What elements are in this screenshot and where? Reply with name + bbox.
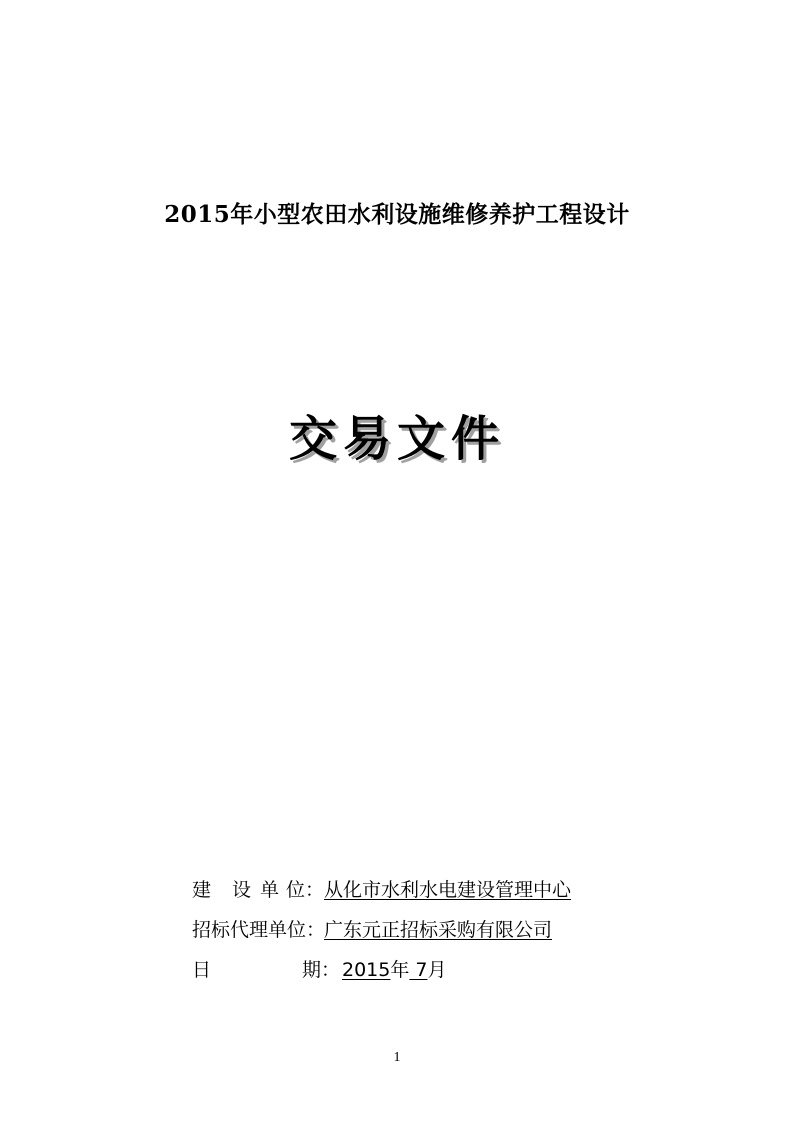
document-subtitle: 交易文件 xyxy=(288,411,505,467)
date-year-unit: 年 xyxy=(390,959,410,981)
bidding-agent-row xyxy=(192,918,552,942)
date-year: 2015 xyxy=(342,959,391,981)
construction-unit-label-char: 位： xyxy=(286,879,325,901)
date-row xyxy=(192,958,447,982)
page-number: 1 xyxy=(393,1050,401,1065)
construction-unit-label-char: 单 xyxy=(260,879,280,901)
date-label-char: 日 xyxy=(192,959,212,981)
date-month: 7 xyxy=(409,959,428,981)
date-label-char: 期： xyxy=(302,959,341,981)
date-label xyxy=(192,958,342,982)
bidding-agent-value: 广东元正招标采购有限公司 xyxy=(324,919,553,941)
construction-unit-value: 从化市水利水电建设管理中心 xyxy=(324,879,572,901)
bidding-agent-label: 招标代理单位： xyxy=(192,919,326,941)
date-month-unit: 月 xyxy=(427,959,447,981)
construction-unit-row xyxy=(192,878,571,902)
construction-unit-label xyxy=(192,878,324,902)
construction-unit-label-char: 建 xyxy=(192,879,212,901)
construction-unit-label-char: 设 xyxy=(232,879,252,901)
document-title: 2015年小型农田水利设施维修养护工程设计 xyxy=(164,201,630,228)
